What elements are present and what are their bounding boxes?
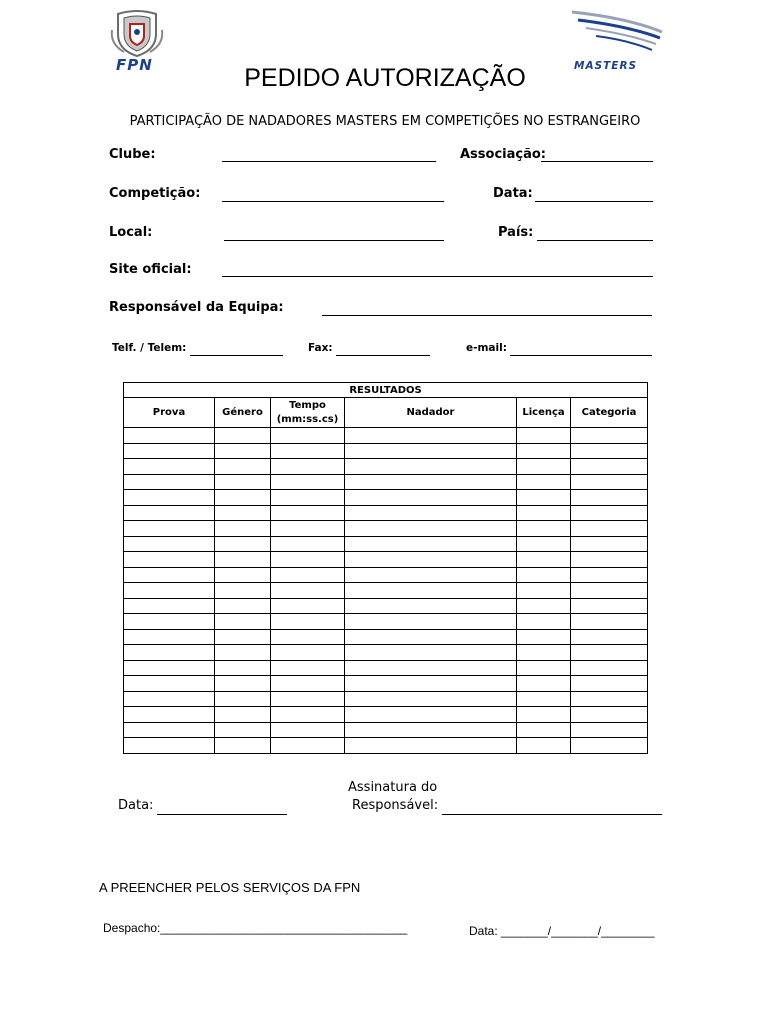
- table-cell[interactable]: [215, 645, 271, 661]
- table-cell[interactable]: [124, 614, 215, 630]
- page-title: PEDIDO AUTORIZAÇÃO: [244, 64, 526, 92]
- table-cell[interactable]: [124, 707, 215, 723]
- table-cell[interactable]: [571, 567, 648, 583]
- table-row: [124, 443, 648, 459]
- table-cell[interactable]: [571, 583, 648, 599]
- table-cell[interactable]: [345, 536, 517, 552]
- table-cell[interactable]: [571, 660, 648, 676]
- table-cell[interactable]: [271, 629, 345, 645]
- results-table: [123, 382, 648, 754]
- table-cell[interactable]: [271, 428, 345, 444]
- table-cell[interactable]: [215, 660, 271, 676]
- table-row: [124, 552, 648, 568]
- table-cell[interactable]: [345, 459, 517, 475]
- table-cell[interactable]: [215, 629, 271, 645]
- table-cell[interactable]: [215, 567, 271, 583]
- responsavel-label: Responsável da Equipa:: [109, 300, 284, 315]
- table-cell[interactable]: [345, 598, 517, 614]
- table-cell[interactable]: [517, 505, 571, 521]
- table-cell[interactable]: [571, 707, 648, 723]
- table-cell[interactable]: [215, 443, 271, 459]
- table-cell[interactable]: [571, 443, 648, 459]
- telef-label: Telf. / Telem:: [112, 342, 187, 354]
- data-label: Data:: [493, 186, 533, 201]
- table-cell[interactable]: [345, 474, 517, 490]
- table-cell[interactable]: [345, 428, 517, 444]
- table-cell[interactable]: [517, 660, 571, 676]
- assinatura-label-line2: Responsável:: [352, 798, 439, 813]
- table-row: [124, 722, 648, 738]
- table-cell[interactable]: [124, 645, 215, 661]
- table-cell[interactable]: [571, 521, 648, 537]
- footer-heading: A PREENCHER PELOS SERVIÇOS DA FPN: [99, 880, 361, 895]
- fpn-logo-text: FPN: [116, 56, 153, 74]
- table-cell[interactable]: [215, 614, 271, 630]
- table-cell[interactable]: [345, 722, 517, 738]
- despacho-field[interactable]: Despacho:_____________________________________: [103, 921, 408, 935]
- table-cell[interactable]: [124, 660, 215, 676]
- table-cell[interactable]: [271, 490, 345, 506]
- table-cell[interactable]: [571, 552, 648, 568]
- table-cell[interactable]: [571, 691, 648, 707]
- table-cell[interactable]: [271, 598, 345, 614]
- table-row: [124, 691, 648, 707]
- table-row: [124, 660, 648, 676]
- table-cell[interactable]: [517, 459, 571, 475]
- table-cell[interactable]: [215, 691, 271, 707]
- table-cell[interactable]: [124, 443, 215, 459]
- fax-label: Fax:: [308, 342, 333, 354]
- local-field[interactable]: [224, 240, 444, 241]
- table-cell[interactable]: [345, 521, 517, 537]
- competicao-field[interactable]: [222, 201, 444, 202]
- table-cell[interactable]: [215, 536, 271, 552]
- table-cell[interactable]: [517, 676, 571, 692]
- table-cell[interactable]: [345, 490, 517, 506]
- table-cell[interactable]: [345, 583, 517, 599]
- table-cell[interactable]: [124, 552, 215, 568]
- table-cell[interactable]: [271, 552, 345, 568]
- table-cell[interactable]: [215, 428, 271, 444]
- fpn-crest-icon: [104, 10, 170, 58]
- table-cell[interactable]: [215, 505, 271, 521]
- associacao-label: Associação:: [460, 147, 547, 162]
- table-cell[interactable]: [124, 567, 215, 583]
- table-cell[interactable]: [124, 738, 215, 754]
- table-row: [124, 707, 648, 723]
- table-cell[interactable]: [215, 583, 271, 599]
- signature-data-label: Data:: [118, 798, 154, 813]
- table-row: [124, 459, 648, 475]
- table-cell[interactable]: [571, 629, 648, 645]
- table-cell[interactable]: [517, 567, 571, 583]
- table-row: [124, 521, 648, 537]
- table-cell[interactable]: [345, 552, 517, 568]
- table-row: [124, 474, 648, 490]
- table-row: [124, 428, 648, 444]
- assinatura-label-line1: Assinatura do: [348, 780, 438, 795]
- local-label: Local:: [109, 225, 153, 240]
- table-cell[interactable]: [271, 645, 345, 661]
- site-field[interactable]: [222, 276, 653, 277]
- table-cell[interactable]: [517, 629, 571, 645]
- table-cell[interactable]: [517, 598, 571, 614]
- table-cell[interactable]: [345, 707, 517, 723]
- table-cell[interactable]: [124, 459, 215, 475]
- table-cell[interactable]: [571, 428, 648, 444]
- table-cell[interactable]: [215, 490, 271, 506]
- results-body: [124, 428, 648, 754]
- column-header-genero: Género: [215, 398, 271, 428]
- table-row: [124, 676, 648, 692]
- results-title: RESULTADOS: [124, 383, 648, 398]
- table-cell[interactable]: [345, 691, 517, 707]
- column-header-tempo: Tempo (mm:ss.cs): [271, 398, 345, 428]
- table-cell[interactable]: [571, 614, 648, 630]
- table-cell[interactable]: [215, 676, 271, 692]
- masters-swoosh-icon: [568, 10, 664, 56]
- table-row: [124, 536, 648, 552]
- table-cell[interactable]: [345, 676, 517, 692]
- table-cell[interactable]: [124, 598, 215, 614]
- table-cell[interactable]: [571, 474, 648, 490]
- responsavel-field[interactable]: [322, 315, 652, 316]
- table-cell[interactable]: [215, 722, 271, 738]
- table-cell[interactable]: [517, 521, 571, 537]
- table-cell[interactable]: [345, 660, 517, 676]
- table-row: [124, 614, 648, 630]
- table-cell[interactable]: [517, 738, 571, 754]
- table-cell[interactable]: [271, 614, 345, 630]
- table-cell[interactable]: [215, 552, 271, 568]
- table-cell[interactable]: [571, 676, 648, 692]
- table-row: [124, 583, 648, 599]
- table-cell[interactable]: [215, 474, 271, 490]
- signature-data-field[interactable]: [157, 814, 287, 815]
- table-cell[interactable]: [571, 505, 648, 521]
- table-cell[interactable]: [345, 645, 517, 661]
- table-cell[interactable]: [517, 645, 571, 661]
- table-cell[interactable]: [517, 691, 571, 707]
- table-cell[interactable]: [124, 490, 215, 506]
- table-cell[interactable]: [271, 443, 345, 459]
- table-cell[interactable]: [124, 521, 215, 537]
- table-cell[interactable]: [271, 660, 345, 676]
- table-cell[interactable]: [124, 676, 215, 692]
- column-header-prova: Prova: [124, 398, 215, 428]
- table-cell[interactable]: [215, 707, 271, 723]
- table-cell[interactable]: [215, 459, 271, 475]
- table-cell[interactable]: [271, 521, 345, 537]
- table-cell[interactable]: [215, 738, 271, 754]
- table-cell[interactable]: [271, 722, 345, 738]
- table-cell[interactable]: [571, 459, 648, 475]
- table-cell[interactable]: [571, 645, 648, 661]
- email-field[interactable]: [510, 355, 652, 356]
- table-cell[interactable]: [124, 536, 215, 552]
- table-cell[interactable]: [345, 505, 517, 521]
- table-cell[interactable]: [271, 459, 345, 475]
- table-cell[interactable]: [215, 521, 271, 537]
- table-cell[interactable]: [345, 738, 517, 754]
- table-cell[interactable]: [517, 583, 571, 599]
- table-cell[interactable]: [124, 474, 215, 490]
- table-cell[interactable]: [517, 474, 571, 490]
- data-field[interactable]: [535, 201, 653, 202]
- table-cell[interactable]: [271, 707, 345, 723]
- table-row: [124, 629, 648, 645]
- table-cell[interactable]: [517, 428, 571, 444]
- site-label: Site oficial:: [109, 262, 192, 277]
- table-cell[interactable]: [517, 707, 571, 723]
- table-cell[interactable]: [271, 738, 345, 754]
- table-cell[interactable]: [345, 629, 517, 645]
- table-cell[interactable]: [271, 583, 345, 599]
- assinatura-field[interactable]: [442, 814, 662, 815]
- clube-label: Clube:: [109, 147, 156, 162]
- table-row: [124, 598, 648, 614]
- pais-label: País:: [498, 225, 534, 240]
- email-label: e-mail:: [466, 342, 507, 354]
- table-cell[interactable]: [215, 598, 271, 614]
- footer-data-field[interactable]: Data: _______/_______/________: [469, 924, 655, 938]
- table-cell[interactable]: [517, 722, 571, 738]
- table-cell[interactable]: [571, 738, 648, 754]
- table-cell[interactable]: [124, 428, 215, 444]
- column-header-nadador: Nadador: [345, 398, 517, 428]
- table-cell[interactable]: [517, 443, 571, 459]
- table-cell[interactable]: [517, 490, 571, 506]
- table-cell[interactable]: [271, 474, 345, 490]
- fax-field[interactable]: [336, 355, 430, 356]
- pais-field[interactable]: [537, 240, 653, 241]
- table-cell[interactable]: [571, 598, 648, 614]
- table-cell[interactable]: [345, 614, 517, 630]
- table-cell[interactable]: [345, 567, 517, 583]
- table-row: [124, 490, 648, 506]
- masters-logo-text: MASTERS: [574, 60, 638, 72]
- table-cell[interactable]: [271, 567, 345, 583]
- telef-field[interactable]: [190, 355, 283, 356]
- competicao-label: Competição:: [109, 186, 201, 201]
- table-cell[interactable]: [271, 676, 345, 692]
- column-header-categoria: Categoria: [571, 398, 648, 428]
- page-subtitle: PARTICIPAÇÃO DE NADADORES MASTERS EM COMPETIÇÕES NO ESTRANGEIRO: [129, 114, 641, 129]
- table-cell[interactable]: [124, 722, 215, 738]
- table-cell[interactable]: [517, 552, 571, 568]
- table-cell[interactable]: [124, 629, 215, 645]
- table-cell[interactable]: [271, 536, 345, 552]
- column-header-licenca: Licença: [517, 398, 571, 428]
- table-row: [124, 567, 648, 583]
- table-cell[interactable]: [124, 505, 215, 521]
- table-cell[interactable]: [271, 691, 345, 707]
- table-cell[interactable]: [271, 505, 345, 521]
- table-row: [124, 645, 648, 661]
- table-cell[interactable]: [571, 536, 648, 552]
- associacao-field[interactable]: [541, 161, 653, 162]
- table-cell[interactable]: [517, 536, 571, 552]
- table-row: [124, 505, 648, 521]
- table-row: [124, 738, 648, 754]
- table-cell[interactable]: [124, 583, 215, 599]
- clube-field[interactable]: [222, 161, 436, 162]
- table-cell[interactable]: [124, 691, 215, 707]
- table-cell[interactable]: [571, 722, 648, 738]
- table-cell[interactable]: [345, 443, 517, 459]
- table-cell[interactable]: [517, 614, 571, 630]
- table-cell[interactable]: [571, 490, 648, 506]
